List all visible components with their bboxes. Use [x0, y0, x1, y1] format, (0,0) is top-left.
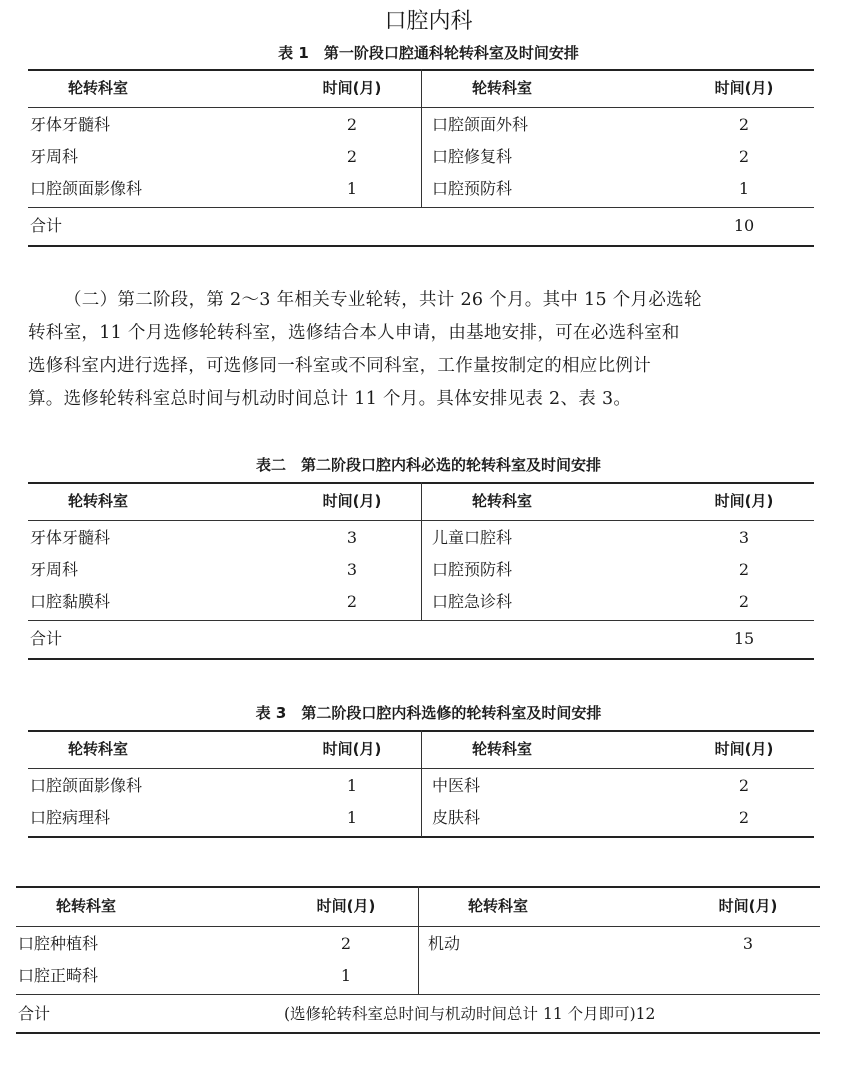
paragraph-line: 选修科室内进行选择，可选修同一科室或不同科室，工作量按制定的相应比例计	[28, 356, 651, 376]
table-cell: 2	[346, 147, 358, 166]
table-cell: 牙体牙髓科	[30, 115, 111, 134]
table-cell: 3	[742, 934, 754, 953]
table-cell: 1	[340, 966, 352, 985]
table-cell: 口腔颌面影像科	[30, 179, 143, 198]
table-cell: 2	[346, 115, 358, 134]
table-cell: 2	[340, 934, 352, 953]
table3-caption: 表 3 第二阶段口腔内科选修的轮转科室及时间安排	[255, 704, 602, 722]
table-cell: 3	[346, 560, 358, 579]
table-cell: 口腔种植科	[18, 934, 99, 953]
table2-total-value: 15	[733, 629, 755, 648]
table1-header-time-right: 时间(月)	[714, 79, 774, 97]
table-cell: 2	[738, 147, 750, 166]
paragraph-line: 算。选修轮转科室总时间与机动时间总计 11 个月。具体安排见表 2、表 3。	[28, 389, 632, 409]
table4-header-time-left: 时间(月)	[316, 897, 376, 915]
table2-header-time-right: 时间(月)	[714, 492, 774, 510]
table-cell: 口腔预防科	[432, 179, 513, 198]
table4-header-dept-left: 轮转科室	[56, 897, 117, 915]
table-cell: 机动	[428, 934, 461, 953]
table-cell: 1	[346, 179, 358, 198]
table-cell: 牙周科	[30, 147, 79, 166]
table-cell: 口腔修复科	[432, 147, 513, 166]
table-cell: 1	[346, 808, 358, 827]
table3-header-time-right: 时间(月)	[714, 740, 774, 758]
table2-header-time-left: 时间(月)	[322, 492, 382, 510]
table2-header-dept-right: 轮转科室	[472, 492, 533, 510]
table-cell: 儿童口腔科	[432, 528, 513, 547]
table-cell: 口腔预防科	[432, 560, 513, 579]
table3-header-dept-left: 轮转科室	[68, 740, 129, 758]
table-cell: 3	[346, 528, 358, 547]
table3-header-dept-right: 轮转科室	[472, 740, 533, 758]
table2-total-label: 合计	[30, 629, 63, 648]
table-cell: 口腔正畸科	[18, 966, 99, 985]
table-cell: 牙周科	[30, 560, 79, 579]
page-title: 口腔内科	[384, 9, 473, 34]
table1-caption: 表 1 第一阶段口腔通科轮转科室及时间安排	[278, 44, 579, 62]
table-cell: 牙体牙髓科	[30, 528, 111, 547]
table-cell: 3	[738, 528, 750, 547]
table2-header-dept-left: 轮转科室	[68, 492, 129, 510]
table-cell: 口腔颌面影像科	[30, 776, 143, 795]
table-cell: 2	[738, 560, 750, 579]
table2	[28, 482, 814, 660]
body-paragraph	[28, 284, 818, 416]
table-cell: 皮肤科	[432, 808, 481, 827]
paragraph-line: （二）第二阶段，第 2～3 年相关专业轮转，共计 26 个月。其中 15 个月必选轮	[64, 290, 702, 310]
table-cell: 口腔急诊科	[432, 592, 513, 611]
table1-header-dept-left: 轮转科室	[68, 79, 129, 97]
table4-total-label: 合计	[18, 1004, 51, 1023]
table-cell: 2	[738, 592, 750, 611]
table1-header-time-left: 时间(月)	[322, 79, 382, 97]
table4	[16, 886, 820, 1036]
table-cell: 2	[738, 776, 750, 795]
table-cell: 口腔病理科	[30, 808, 111, 827]
table4-total-value: (选修轮转科室总时间与机动时间总计 11 个月即可)12	[284, 1005, 656, 1023]
table-cell: 中医科	[432, 776, 481, 795]
paragraph-line: 转科室，11 个月选修轮转科室，选修结合本人申请，由基地安排，可在必选科室和	[28, 323, 680, 343]
table-cell: 口腔黏膜科	[30, 592, 111, 611]
table4-header-dept-right: 轮转科室	[468, 897, 529, 915]
table4-header-time-right: 时间(月)	[718, 897, 778, 915]
table-cell: 2	[738, 115, 750, 134]
table1	[28, 69, 814, 247]
table3	[28, 730, 814, 840]
table-cell: 1	[346, 776, 358, 795]
table-cell: 2	[346, 592, 358, 611]
table-cell: 2	[738, 808, 750, 827]
table1-total-value: 10	[733, 216, 755, 235]
table1-total-label: 合计	[30, 216, 63, 235]
table-cell: 口腔颌面外科	[432, 115, 529, 134]
table1-header-dept-right: 轮转科室	[472, 79, 533, 97]
table2-caption: 表二 第二阶段口腔内科必选的轮转科室及时间安排	[255, 456, 601, 474]
table-cell: 1	[738, 179, 750, 198]
table3-header-time-left: 时间(月)	[322, 740, 382, 758]
